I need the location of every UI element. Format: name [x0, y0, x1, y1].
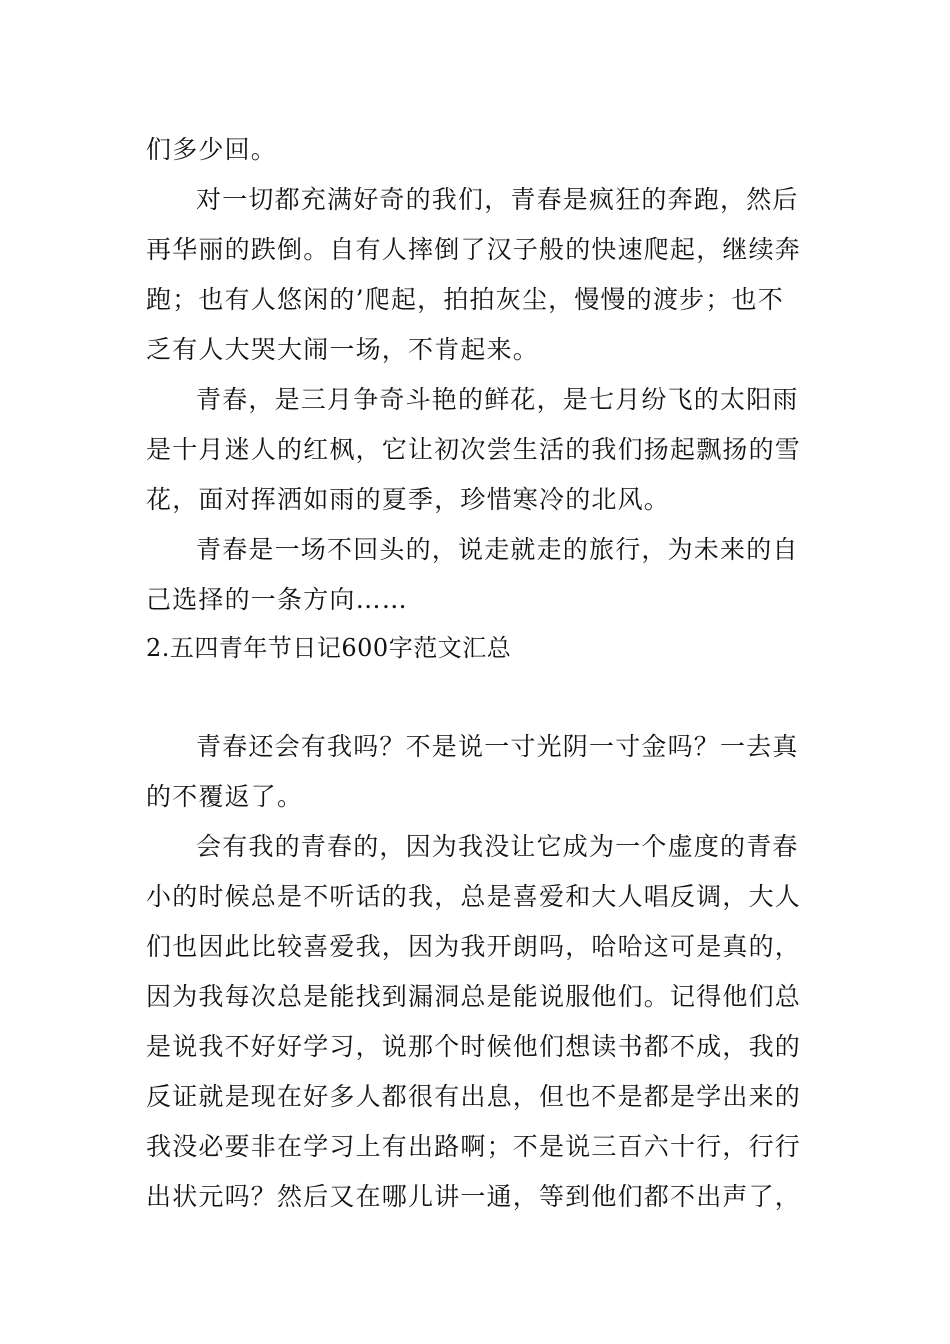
text-line: 反证就是现在好多人都很有出息，但也不是都是学出来的 [146, 1082, 802, 1111]
text-line: 是说我不好好学习，说那个时候他们想读书都不成，我的 [146, 1032, 802, 1061]
paragraph-first-line: 青春，是三月争奇斗艳的鲜花，是七月纷飞的太阳雨 [196, 385, 799, 414]
text-line: 因为我每次总是能找到漏洞总是能说服他们。记得他们总 [146, 982, 802, 1011]
text-line: 是十月迷人的红枫，它让初次尝生活的我们扬起飘扬的雪 [146, 435, 802, 464]
text-line: 再华丽的跌倒。自有人摔倒了汉子般的快速爬起，继续奔 [146, 235, 802, 264]
paragraph-first-line: 会有我的青春的，因为我没让它成为一个虚度的青春 [196, 832, 799, 861]
text-line: 己选择的一条方向…… [146, 585, 409, 614]
text-line: 小的时候总是不听话的我，总是喜爱和大人唱反调，大人 [146, 882, 802, 911]
paragraph-first-line: 青春还会有我吗？不是说一寸光阴一寸金吗？一去真 [196, 732, 799, 761]
section-heading: 2.五四青年节日记600字范文汇总 [146, 634, 512, 662]
text-line: 出状元吗？然后又在哪儿讲一通，等到他们都不出声了， [146, 1182, 802, 1211]
paragraph-first-line: 青春是一场不回头的，说走就走的旅行，为未来的自 [196, 535, 799, 564]
text-line: 我没必要非在学习上有出路啊；不是说三百六十行，行行 [146, 1132, 802, 1161]
text-line: 的不覆返了。 [146, 782, 304, 811]
text-line: 跑；也有人悠闲的’爬起，拍拍灰尘，慢慢的渡步；也不 [146, 285, 784, 314]
text-line: 们也因此比较喜爱我，因为我开朗吗，哈哈这可是真的， [146, 932, 802, 961]
text-line: 们多少回。 [146, 135, 278, 164]
text-line: 乏有人大哭大闹一场，不肯起来。 [146, 335, 540, 364]
paragraph-first-line: 对一切都充满好奇的我们，青春是疯狂的奔跑，然后 [196, 185, 799, 214]
text-line: 花，面对挥洒如雨的夏季，珍惜寒冷的北风。 [146, 485, 671, 514]
